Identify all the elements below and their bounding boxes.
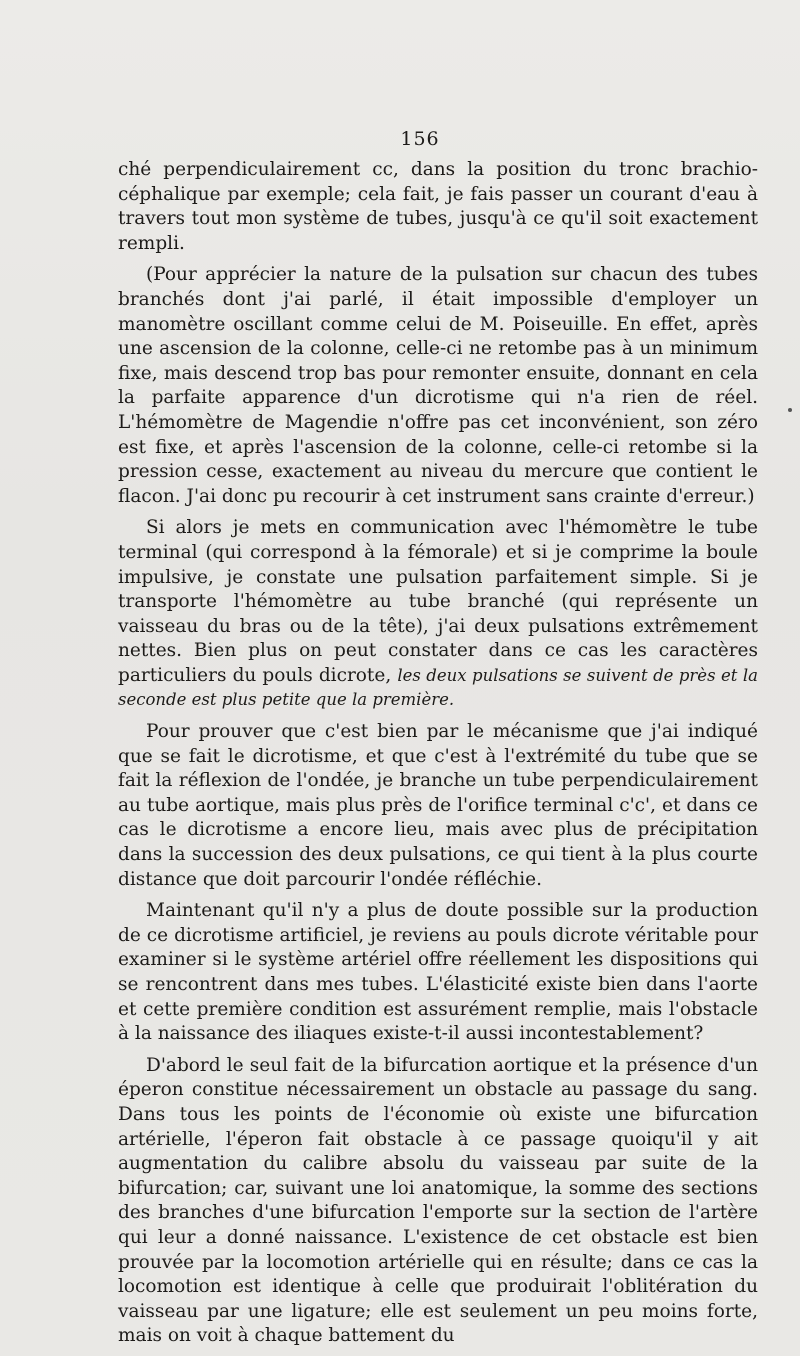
paragraph-experiment-text: Si alors je mets en communication avec l'hémomètre le tube terminal (qui correspond à la fémorale) et si je comprime la boule impulsive, je constate une pulsation parfaitement simple. Si je transporte l'hémomètre au tube branché (qui représente un vaisseau du bras ou de la tête), j'ai deux pulsations extrêmement nettes. Bien plus on peut constater dans ce cas les caractères particuliers du pouls dicrote, bbox=[118, 517, 758, 686]
paragraph-bifurcation: D'abord le seul fait de la bifurcation aortique et la présence d'un éperon constitue nécessairement un obstacle au passage du sang. Dans tous les points de l'économie où existe une bifurcation artérielle, l'éperon fait obstacle à ce passage quoiqu'il y ait augmentation du calibre absolu du vaisseau par suite de la bifurcation; car, suivant une loi anatomique, la somme des sections des branches d'une bifurcation l'emporte sur la section de l'artère qui leur a donné naissance. L'existence de cet obstacle est bien prouvée par la locomotion artérielle qui en résulte; dans ce cas la locomotion est identique à celle que produirait l'oblitération du vaisseau par une ligature; elle est seulement un peu moins forte, mais on voit à chaque battement du bbox=[118, 1054, 758, 1347]
paragraph-manometer: (Pour apprécier la nature de la pulsation sur chacun des tubes branchés dont j'ai parlé, il était impossible d'employer un manomètre oscillant comme celui de M. Poiseuille. En effet, après une ascension de la colonne, celle-ci ne retombe pas à un minimum fixe, mais descend trop bas pour remonter ensuite, donnant en cela la parfaite apparence d'un dicrotisme qui n'a rien de réel. L'hémomètre de Magendie n'offre pas cet inconvénient, son zéro est fixe, et après l'ascension de la colonne, celle-ci retombe si la pression cesse, exactement au niveau du mercure que contient le flacon. J'ai donc pu recourir à cet instrument sans crainte d'erreur.) bbox=[118, 264, 758, 507]
paragraph-experiment bbox=[118, 516, 758, 713]
page-number: 156 bbox=[400, 128, 440, 150]
paragraph-arterial-system: Maintenant qu'il n'y a plus de doute possible sur la production de ce dicrotisme artificiel, je reviens au pouls dicrote véritable pour examiner si le système artériel offre réellement les dispositions qui se rencontrent dans mes tubes. L'élasticité existe bien dans l'aorte et cette première condition est assurément remplie, mais l'obstacle à la naissance des iliaques existe-t-il aussi incontestablement? bbox=[118, 900, 758, 1045]
paragraph-continuation: ché perpendiculairement cc, dans la position du tronc brachio-céphalique par exemple; cela fait, je fais passer un courant d'eau à travers tout mon système de tubes, jusqu'à ce qu'il soit exactement rempli. bbox=[118, 159, 758, 254]
paragraph-proof: Pour prouver que c'est bien par le mécanisme que j'ai indiqué que se fait le dicrotisme, et que c'est à l'extrémité du tube que se fait la réflexion de l'ondée, je branche un tube perpendiculairement au tube aortique, mais plus près de l'orifice terminal c'c', et dans ce cas le dicrotisme a encore lieu, mais avec plus de précipitation dans la succession des deux pulsations, ce qui tient à la plus courte distance que doit parcourir l'ondée réfléchie. bbox=[118, 721, 758, 890]
paragraph-experiment-emphasis: les deux pulsations se suivent de près et la seconde est plus petite que la première. bbox=[118, 665, 758, 710]
body-text bbox=[118, 158, 758, 1356]
ink-speck bbox=[788, 408, 792, 412]
